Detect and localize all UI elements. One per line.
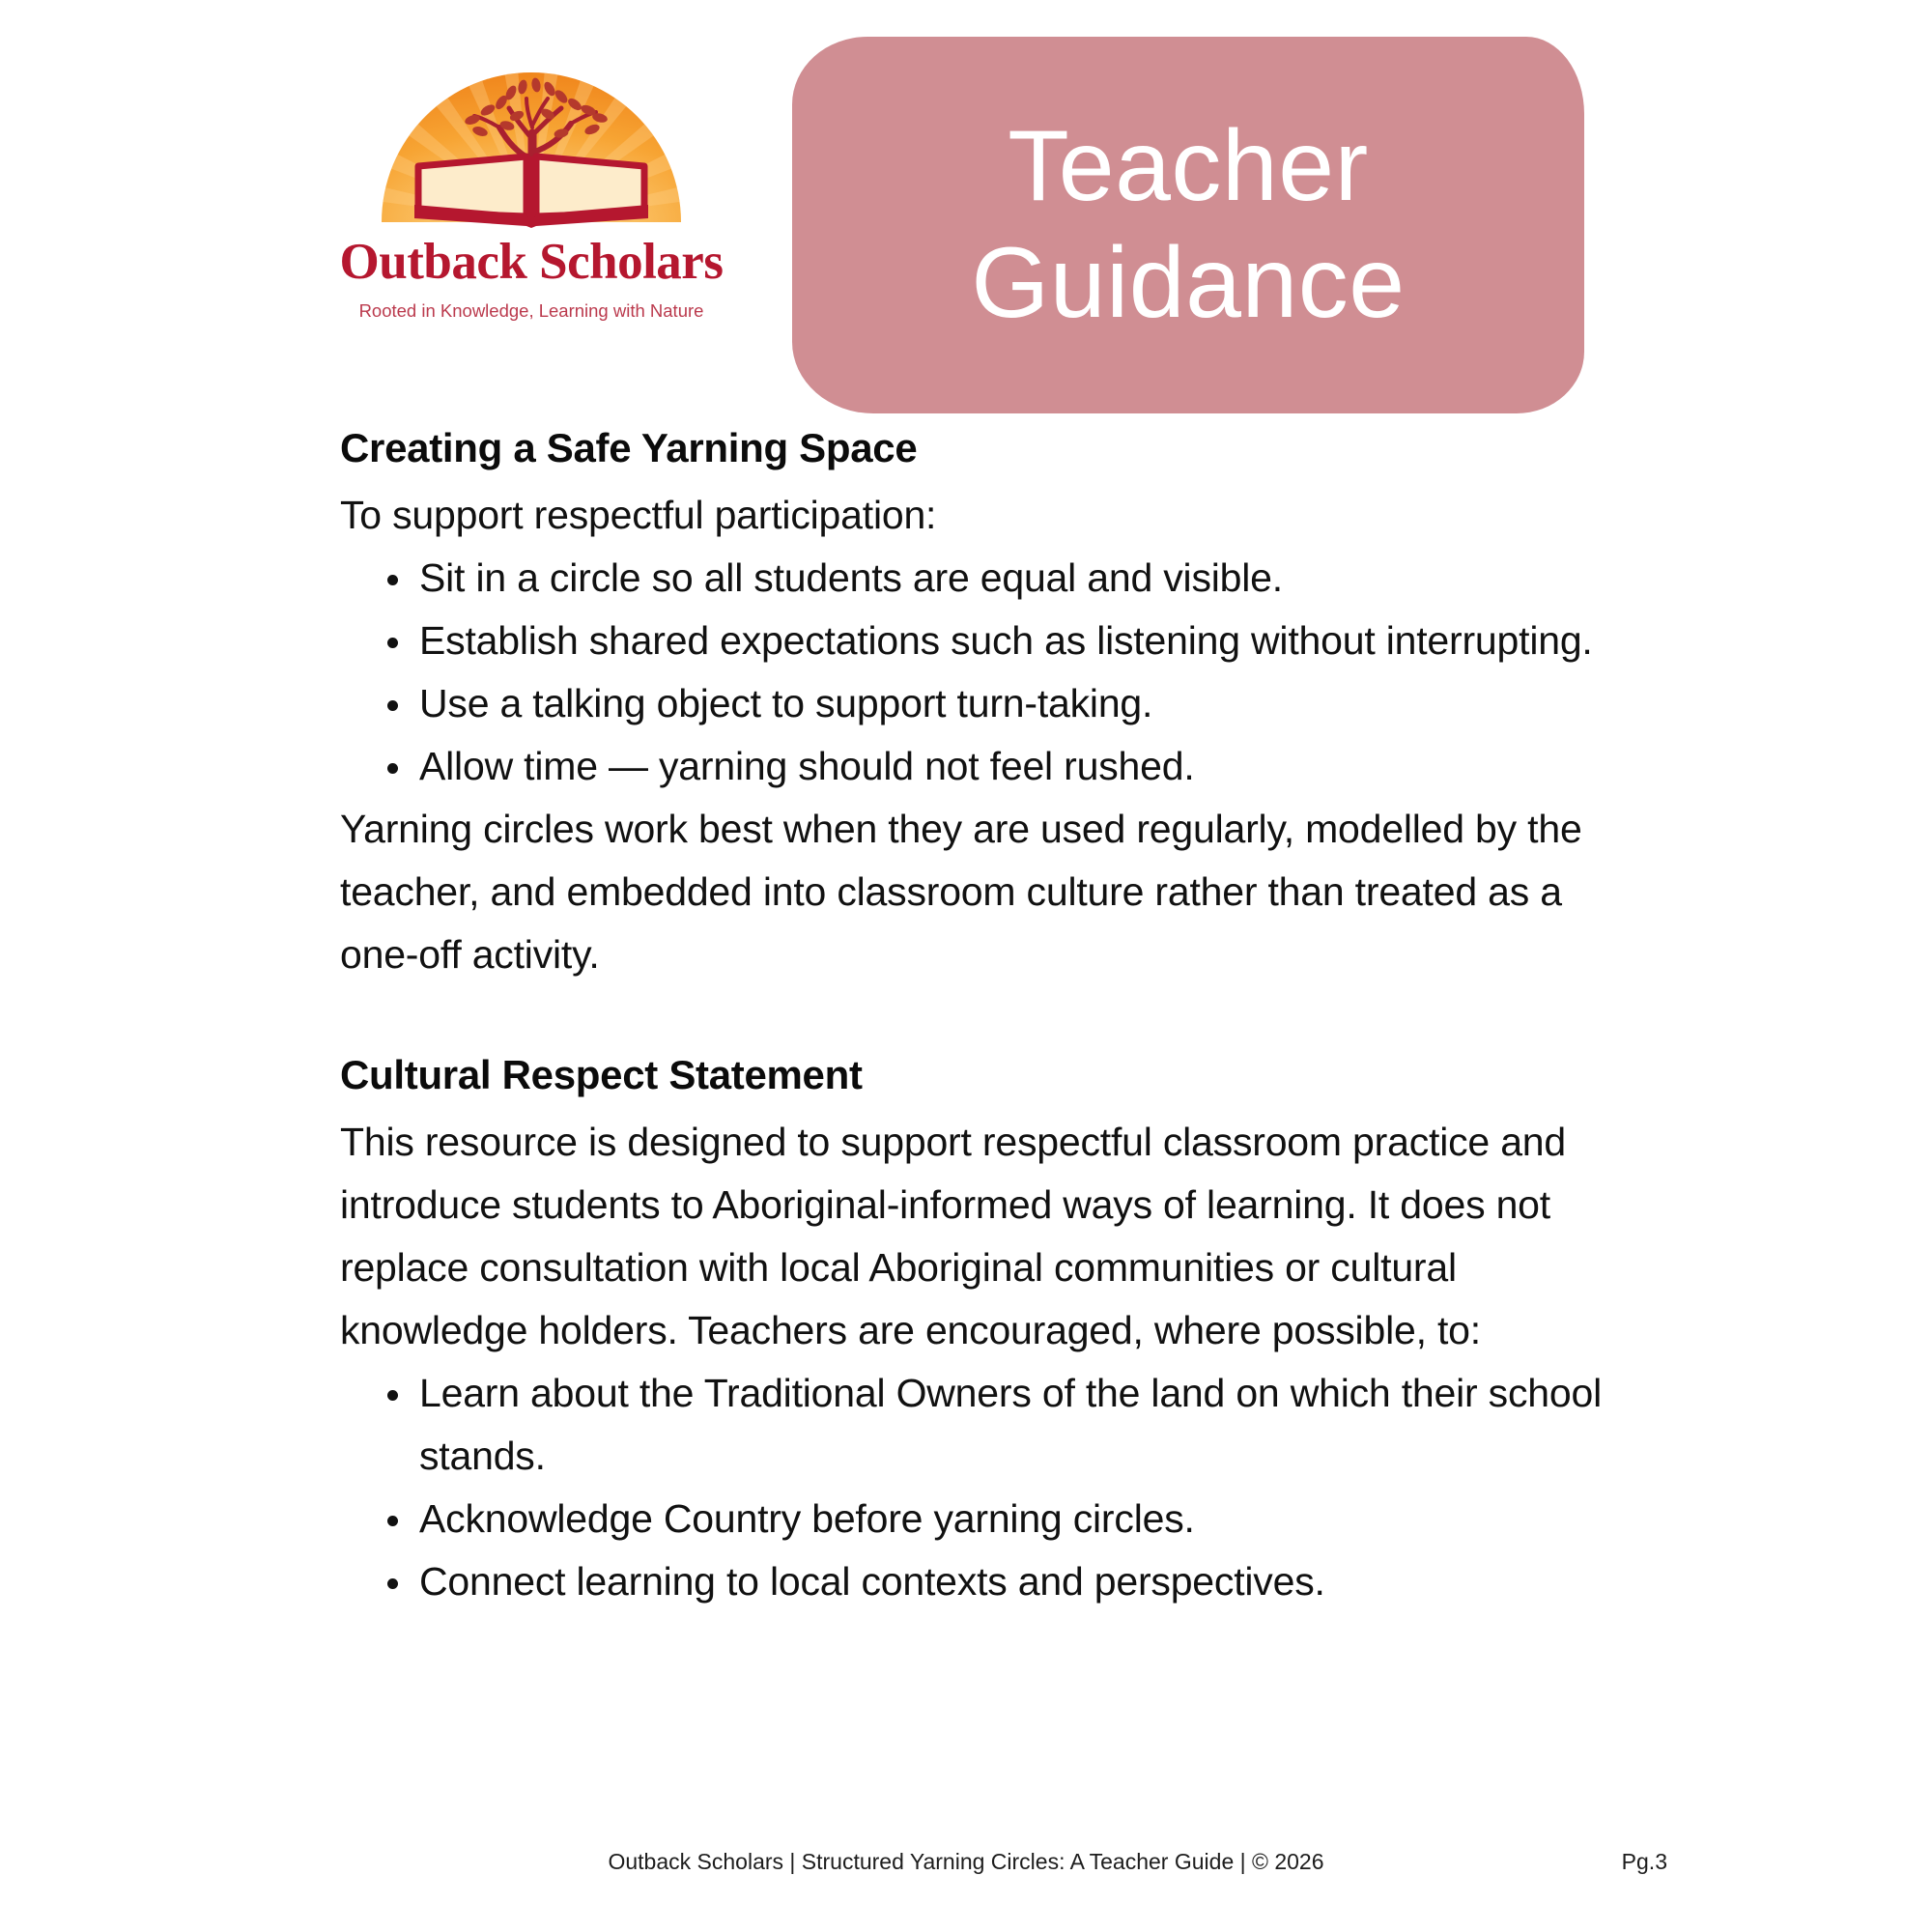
list-item: Sit in a circle so all students are equal and visible. <box>340 547 1625 610</box>
page-title-line2: Guidance <box>971 227 1406 339</box>
footer-credit: Outback Scholars | Structured Yarning Circles: A Teacher Guide | © 2026 <box>608 1849 1324 1874</box>
section-intro-paragraph: To support respectful participation: <box>340 493 937 537</box>
page-title-line1: Teacher <box>1008 110 1369 223</box>
section-heading: Cultural Respect Statement <box>340 1052 863 1097</box>
document-body <box>340 425 1625 1613</box>
sunburst-tree-book-logo-icon <box>372 60 691 229</box>
list-item: Connect learning to local contexts and perspectives. <box>340 1550 1625 1613</box>
list-item: Acknowledge Country before yarning circles. <box>340 1488 1625 1550</box>
brand-logo <box>319 60 744 340</box>
list-item: Establish shared expectations such as listening without interrupting. <box>340 610 1625 672</box>
section-heading: Creating a Safe Yarning Space <box>340 425 918 470</box>
list-item: Use a talking object to support turn-taking. <box>340 672 1625 735</box>
section-spacer <box>340 986 1625 1052</box>
page-header <box>0 0 1932 415</box>
footer-page-number: Pg.3 <box>1621 1849 1667 1874</box>
section-cultural-respect-statement <box>340 1052 1625 1613</box>
page-title-badge <box>792 37 1584 413</box>
list-item: Allow time — yarning should not feel rushed. <box>340 735 1625 798</box>
list-item: Learn about the Traditional Owners of the land on which their school stands. <box>340 1362 1625 1488</box>
section-bullet-list <box>340 1362 1625 1613</box>
section-creating-a-safe-yarning-space <box>340 425 1625 986</box>
page-footer <box>0 1849 1932 1888</box>
section-intro-paragraph: This resource is designed to support respectful classroom practice and introduce students to Aboriginal-informed ways of learning. It does not replace consultation with local Aboriginal communities or cultural knowledge holders. Teachers are encouraged, where possible, to: <box>340 1120 1567 1352</box>
logo-wordmark: Outback Scholars <box>339 234 724 290</box>
section-outro-paragraph: Yarning circles work best when they are used regularly, modelled by the teacher, and embedded into classroom culture rather than treated as a one-off activity. <box>340 807 1582 977</box>
logo-tagline: Rooted in Knowledge, Learning with Nature <box>358 300 704 321</box>
section-bullet-list <box>340 547 1625 798</box>
